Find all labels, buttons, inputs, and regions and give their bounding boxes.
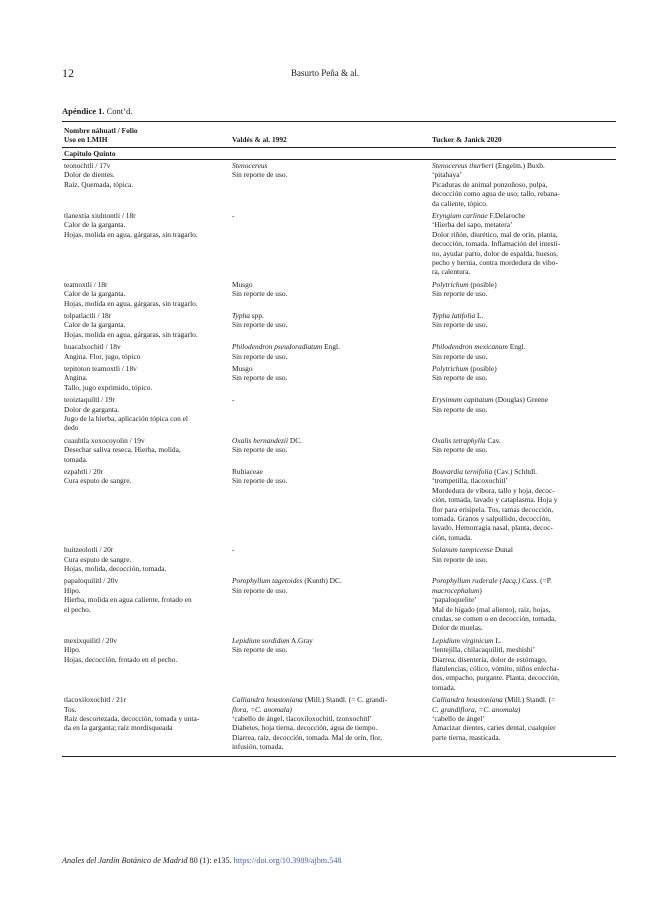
nahuatl-name-folio: cuauhtla xoxocoyolin / 19v [64, 435, 145, 445]
doi-link[interactable]: https://doi.org/10.3989/ajbm.548 [233, 856, 342, 865]
use-text: Hojas, molida en agua, gárgaras, sin tragarlo. [64, 229, 198, 239]
tucker-line [432, 505, 614, 514]
valdes-text: - [232, 395, 235, 405]
tucker-line [432, 170, 614, 179]
use-text: Hojas, decocción, frotado en el pecho. [64, 654, 178, 664]
tucker-text: F.Delaroche [487, 211, 526, 220]
use-text: Hojas, molida en agua, gárgaras, sin tragarlo. [64, 329, 198, 339]
tucker-text: Dolor de muelas. [432, 623, 483, 633]
row-0-nahuatl-use [64, 161, 224, 189]
row-3-valdes-1992 [232, 311, 427, 330]
row-5-nahuatl-use [64, 364, 224, 392]
tucker-text: dos, empacho, purgante. Planta, decocción, [432, 673, 560, 683]
valdes-line [232, 342, 427, 351]
use-text: Cura esputo de sangre. [64, 554, 132, 564]
nahuatl-name-folio: teonochtli / 17v [64, 161, 111, 170]
header-col2: Valdés & al. 1992 [232, 135, 287, 144]
tucker-line [432, 180, 614, 189]
taxon-name: Lepidium sordidum [232, 635, 290, 645]
taxon-name: Bouvardia ternifolia [432, 467, 493, 476]
tucker-line [432, 605, 614, 614]
taxon-name: Oxalis hernandezii [232, 435, 289, 445]
tucker-line [432, 267, 614, 276]
valdes-line [232, 645, 427, 654]
valdes-text: Sin reporte de uso. [232, 645, 288, 655]
nahuatl-name-folio: huitzeolotli / 20r [64, 545, 114, 555]
tucker-line [432, 555, 614, 564]
row-4-nahuatl-use [64, 342, 224, 361]
valdes-text: Sin reporte de uso. [232, 445, 288, 455]
valdes-text: Diarrea, raíz, decocción, tomada. Mal de orín, flor, [232, 732, 383, 742]
tucker-line [432, 614, 614, 623]
valdes-line [232, 733, 427, 742]
tucker-text: ra, calentura. [432, 267, 471, 277]
valdes-line [232, 280, 427, 289]
tucker-text: Sin reporte de uso. [432, 320, 488, 330]
taxon-name: Philodendron pseudoradiatum [232, 342, 323, 352]
tucker-text: da caliente, tópico. [432, 198, 488, 208]
tucker-line [432, 636, 614, 645]
footer-citation [62, 856, 342, 865]
row-7-nahuatl-use [64, 436, 224, 464]
use-text: Hipo. [64, 585, 81, 595]
valdes-text: Sin reporte de uso. [232, 585, 288, 595]
tucker-line [432, 211, 614, 220]
taxon-name: Oxalis tetraphylla [432, 435, 486, 445]
row-7-valdes-1992 [232, 436, 427, 455]
taxon-name: C. grandiflora, =C. anomala) [432, 704, 521, 714]
row-0-tucker-janick-2020 [432, 161, 614, 208]
tucker-line [432, 280, 614, 289]
tucker-text: L. [475, 311, 484, 320]
tucker-line [432, 405, 614, 414]
header-col1-line1: Nombre náhuatl / Folio [64, 126, 138, 135]
valdes-line [232, 695, 427, 704]
use-text: Calor de la garganta. [64, 220, 126, 230]
section-heading: Capítulo Quinto [64, 149, 116, 158]
use-text: el pecho. [64, 604, 91, 614]
tucker-line [432, 673, 614, 682]
row-4-tucker-janick-2020 [432, 342, 614, 361]
use-text: da en la garganta; raíz mordisqueada [64, 723, 173, 733]
tucker-line [432, 239, 614, 248]
tucker-text: Mordedura de víbora, tallo y hoja, decoc- [432, 485, 555, 495]
tucker-line [432, 495, 614, 504]
valdes-text: ‘cabello de ángel, tlacoxiloxochitl, tzonxochitl’ [232, 714, 372, 723]
use-text: Raíz. Quemada, tópica. [64, 179, 134, 189]
tucker-text: Dolor riñón, diurético, mal de orín, planta, [432, 229, 558, 239]
use-text: Desechar saliva reseca. Hierba, molida, [64, 445, 181, 455]
row-1-nahuatl-use [64, 211, 224, 239]
valdes-line [232, 445, 427, 454]
tucker-text: decocción como agua de uso; tallo, rebana- [432, 189, 560, 199]
row-5-valdes-1992 [232, 364, 427, 383]
taxon-name: Calliandra houstoniana [432, 695, 503, 705]
use-text: Calor de la garganta. [64, 320, 126, 330]
valdes-line [232, 467, 427, 476]
row-9-tucker-janick-2020 [432, 545, 614, 564]
valdes-text: Musgo [232, 364, 253, 373]
nahuatl-name-folio: teoiztaquiltl / 19r [64, 395, 115, 405]
tucker-line [432, 467, 614, 476]
tucker-line [432, 723, 614, 732]
use-text: dedo [64, 423, 79, 433]
tucker-text: Sin reporte de uso. [432, 554, 488, 564]
valdes-line [232, 436, 427, 445]
tucker-line [432, 189, 614, 198]
taxon-authority: (Kunth) DC. [302, 576, 342, 586]
citation-details: 80 (1): e135. [187, 856, 234, 865]
tucker-line [432, 249, 614, 258]
taxon-authority: A.Gray [289, 635, 313, 645]
taxon-name: Typha [232, 311, 250, 320]
tucker-text: L. [493, 635, 502, 645]
taxon-name: Porophyllum tagetoides [232, 576, 303, 586]
tucker-line [432, 623, 614, 632]
use-text: Hierba, molida en agua caliente, frotado en [64, 595, 192, 605]
tucker-line [432, 436, 614, 445]
tucker-text: Sin reporte de uso. [432, 351, 488, 361]
page-number: 12 [62, 66, 74, 80]
tucker-text: Diarrea, disentería, dolor de estómago, [432, 654, 547, 664]
valdes-text: Sin reporte de uso. [232, 351, 288, 361]
taxon-name: Polytrichum [432, 279, 469, 289]
valdes-line [232, 352, 427, 361]
tucker-text: Cav. [485, 435, 501, 445]
tucker-text: Picaduras de animal ponzoñoso, pulpa, [432, 179, 548, 189]
tucker-text: ‘trompetilla, tlacoxochitl’ [432, 476, 508, 486]
journal-name: Anales del Jardín Botánico de Madrid [62, 856, 188, 865]
tucker-text: (posible) [468, 279, 497, 289]
row-10-nahuatl-use [64, 576, 224, 614]
row-3-tucker-janick-2020 [432, 311, 614, 330]
tucker-text: flor para erisipela. Tos, ramas decocción, [432, 504, 554, 514]
tucker-line [432, 373, 614, 382]
taxon-name: Lepidium virginicum [432, 635, 494, 645]
tucker-line [432, 655, 614, 664]
tucker-text: (Mill.) Standl. (= [502, 695, 556, 705]
tucker-line [432, 705, 614, 714]
tucker-line [432, 395, 614, 404]
nahuatl-name-folio: papaloquilitl / 20v [64, 576, 119, 586]
taxon-name: Polytrichum [432, 364, 469, 373]
tucker-line [432, 514, 614, 523]
header-col3: Tucker & Janick 2020 [432, 135, 502, 144]
tucker-text: pecho y hernia, contra mordedura de vibo- [432, 258, 558, 268]
taxon-authority: (Mill.) Standl. (= C. grandi- [302, 695, 388, 705]
tucker-line [432, 230, 614, 239]
row-1-valdes-1992 [232, 211, 427, 220]
use-text: Tallo, jugo exprimido, tópico. [64, 382, 153, 392]
tucker-line [432, 161, 614, 170]
taxon-authority: spp. [249, 311, 264, 320]
nahuatl-name-folio: ezpahtli / 20r [64, 467, 103, 476]
row-11-nahuatl-use [64, 636, 224, 664]
tucker-line [432, 523, 614, 532]
taxon-name: Stenocereus [232, 161, 268, 170]
nahuatl-name-folio: teamoxtli / 18r [64, 279, 108, 289]
valdes-line [232, 636, 427, 645]
nahuatl-name-folio: huacalxochitl / 18v [64, 342, 121, 352]
valdes-line [232, 476, 427, 485]
running-head: Basurto Peña & al. [291, 68, 359, 78]
tucker-line [432, 258, 614, 267]
valdes-text: Sin reporte de uso. [232, 476, 288, 486]
tucker-text: crudas, se comen o en decocción, tomada, [432, 614, 557, 624]
tucker-text: Engl. [507, 342, 526, 352]
row-12-tucker-janick-2020 [432, 695, 614, 742]
row-12-nahuatl-use [64, 695, 224, 733]
use-text: Hojas, molida en agua, gárgaras, sin tragarlo. [64, 298, 198, 308]
row-0-valdes-1992 [232, 161, 427, 180]
row-5-tucker-janick-2020 [432, 364, 614, 383]
taxon-name: flora, =C. anomala) [232, 704, 293, 714]
tucker-text: (posible) [468, 364, 497, 373]
nahuatl-name-folio: mexixquilitl / 20v [64, 635, 117, 645]
tucker-text: ‘cabello de ángel’ [432, 714, 485, 723]
header-col1-line2: Uso en LMIH [64, 135, 108, 145]
row-10-valdes-1992 [232, 576, 427, 595]
row-11-valdes-1992 [232, 636, 427, 655]
valdes-line [232, 364, 427, 373]
tucker-text: ‘lentejilla, chilacaquilitl, meshishi’ [432, 645, 536, 655]
tucker-line [432, 595, 614, 604]
tucker-text: Dunal [492, 545, 513, 555]
tucker-line [432, 220, 614, 229]
nahuatl-name-folio: tolpatlactli / 18r [64, 311, 112, 320]
tucker-text: (Engelm.) Buxb. [493, 161, 545, 170]
taxon-authority: Engl. [322, 342, 340, 352]
row-3-nahuatl-use [64, 311, 224, 339]
tucker-text: ‘pitahaya’ [432, 170, 462, 180]
taxon-name: Solanum tampicense [432, 545, 493, 555]
nahuatl-name-folio: tlacoxiloxochitl / 21r [64, 695, 126, 705]
nahuatl-name-folio: tepitoton teamoxtli / 18v [64, 364, 137, 373]
taxon-name: Erysimum capitatum [432, 395, 494, 405]
valdes-line [232, 161, 427, 170]
tucker-line [432, 311, 614, 320]
row-6-valdes-1992 [232, 395, 427, 404]
row-12-valdes-1992 [232, 695, 427, 751]
valdes-text: infusión, tomada. [232, 742, 284, 752]
valdes-text: - [232, 545, 235, 555]
tucker-line [432, 695, 614, 704]
use-text: Raíz descortezada, decocción, tomada y unta- [64, 714, 200, 723]
taxon-name: Stenocereus thurberi [432, 161, 494, 170]
valdes-line [232, 311, 427, 320]
tucker-text: Sin reporte de uso. [432, 404, 488, 414]
tucker-text: ) [479, 585, 482, 595]
tucker-line [432, 645, 614, 654]
tucker-text: tomada. [432, 682, 456, 692]
row-7-tucker-janick-2020 [432, 436, 614, 455]
tucker-line [432, 445, 614, 454]
taxon-name: Typha latifolia [432, 311, 476, 320]
use-text: Angina. [64, 373, 88, 383]
valdes-line [232, 723, 427, 732]
row-11-tucker-janick-2020 [432, 636, 614, 692]
valdes-line [232, 742, 427, 751]
row-8-valdes-1992 [232, 467, 427, 486]
valdes-line [232, 373, 427, 382]
row-9-valdes-1992 [232, 545, 427, 554]
tucker-line [432, 733, 614, 742]
tucker-text: (Douglas) Greene [493, 395, 548, 405]
tucker-line [432, 352, 614, 361]
taxon-name: Calliandra houstoniana [232, 695, 303, 705]
tucker-line [432, 199, 614, 208]
valdes-line [232, 714, 427, 723]
tucker-text: decocción, tomada. Inflamación del intesti- [432, 239, 561, 249]
tucker-line [432, 476, 614, 485]
tucker-text: (Cav.) Schltdl. [492, 467, 537, 476]
caption-label: Apéndice 1. [62, 106, 105, 116]
valdes-line [232, 586, 427, 595]
tucker-text: ‘papaloquelite’ [432, 595, 477, 605]
use-text: Dolor de garganta. [64, 404, 120, 414]
valdes-text: Sin reporte de uso. [232, 320, 288, 330]
row-8-tucker-janick-2020 [432, 467, 614, 542]
tucker-line [432, 683, 614, 692]
tucker-text: ción, tomada, lavado y cataplasma. Hoja y [432, 495, 558, 505]
caption-text: Cont’d. [104, 106, 133, 116]
tucker-text: lavado. Hemorragia nasal, planta, decoc- [432, 523, 553, 533]
use-text: Calor de la garganta. [64, 289, 126, 299]
valdes-line [232, 395, 427, 404]
tucker-line [432, 364, 614, 373]
row-2-nahuatl-use [64, 280, 224, 308]
use-text: Cura esputo de sangre. [64, 476, 132, 486]
valdes-text: Sin reporte de uso. [232, 373, 288, 383]
tucker-text: tomada. Granos y salpullido, decocción, [432, 514, 551, 524]
tucker-line [432, 486, 614, 495]
tucker-text: Sin reporte de uso. [432, 373, 488, 383]
row-9-nahuatl-use [64, 545, 224, 573]
row-6-nahuatl-use [64, 395, 224, 433]
table-caption [62, 106, 132, 116]
valdes-line [232, 289, 427, 298]
row-1-tucker-janick-2020 [432, 211, 614, 277]
taxon-name: Porophyllum ruderale (Jacq.) Cass. [432, 576, 539, 586]
valdes-text: Sin reporte de uso. [232, 289, 288, 299]
tucker-line [432, 533, 614, 542]
tucker-line [432, 289, 614, 298]
header-rule [62, 147, 616, 148]
valdes-text: Sin reporte de uso. [232, 170, 288, 180]
tucker-line [432, 576, 614, 585]
tucker-line [432, 586, 614, 595]
row-6-tucker-janick-2020 [432, 395, 614, 414]
tucker-text: Sin reporte de uso. [432, 289, 488, 299]
tucker-text: Sin reporte de uso. [432, 445, 488, 455]
tucker-text: Amacizar dientes, caries dental, cualquier [432, 723, 556, 733]
tucker-line [432, 320, 614, 329]
tucker-line [432, 545, 614, 554]
table-top-rule [62, 121, 616, 122]
use-text: Angina. Flor, jugo, tópico [64, 351, 141, 361]
tucker-text: flatulencias, cólico, vómito, niños enlecha- [432, 664, 560, 674]
section-rule [62, 159, 616, 160]
tucker-text: Mal de hígado (mal aliento), raíz, hojas, [432, 604, 551, 614]
use-text: Tos. [64, 704, 77, 714]
row-8-nahuatl-use [64, 467, 224, 486]
row-2-valdes-1992 [232, 280, 427, 299]
valdes-line [232, 211, 427, 220]
valdes-line [232, 705, 427, 714]
table-bottom-rule [62, 756, 616, 757]
nahuatl-name-folio: tlanextia xiuhtontli / 18r [64, 211, 136, 220]
valdes-text: Musgo [232, 279, 253, 289]
tucker-text: no, ayudar parto, dolor de espalda, huesos, [432, 248, 559, 258]
valdes-line [232, 576, 427, 585]
taxon-name: macrocephalum [432, 585, 480, 595]
tucker-text: ción, tomada. [432, 532, 473, 542]
taxon-authority: DC. [288, 435, 303, 445]
use-text: Hojas, molida, decocción, tomada. [64, 564, 167, 573]
header-col1 [64, 126, 224, 145]
use-text: Hipo. [64, 645, 81, 655]
taxon-name: Philodendron mexicanum [432, 342, 508, 352]
valdes-line [232, 320, 427, 329]
taxon-name: Eryngium carlinae [432, 211, 488, 220]
tucker-line [432, 664, 614, 673]
use-text: Jugo de la hierba, aplicación tópica con el [64, 414, 188, 423]
tucker-text: (=P. [538, 576, 552, 586]
row-2-tucker-janick-2020 [432, 280, 614, 299]
tucker-text: ‘Hierba del sapo, metatera’ [432, 220, 513, 230]
use-text: Dolor de dientes. [64, 170, 115, 180]
use-text: tomada. [64, 454, 88, 464]
valdes-line [232, 545, 427, 554]
row-4-valdes-1992 [232, 342, 427, 361]
tucker-text: parte tierna, masticada. [432, 732, 501, 742]
valdes-line [232, 170, 427, 179]
valdes-text: Rubiaceae [232, 467, 263, 476]
valdes-text: - [232, 211, 235, 220]
row-10-tucker-janick-2020 [432, 576, 614, 632]
tucker-line [432, 714, 614, 723]
tucker-line [432, 342, 614, 351]
valdes-text: Diabetes, hoja tierna, decocción, agua de tiempo. [232, 723, 378, 733]
